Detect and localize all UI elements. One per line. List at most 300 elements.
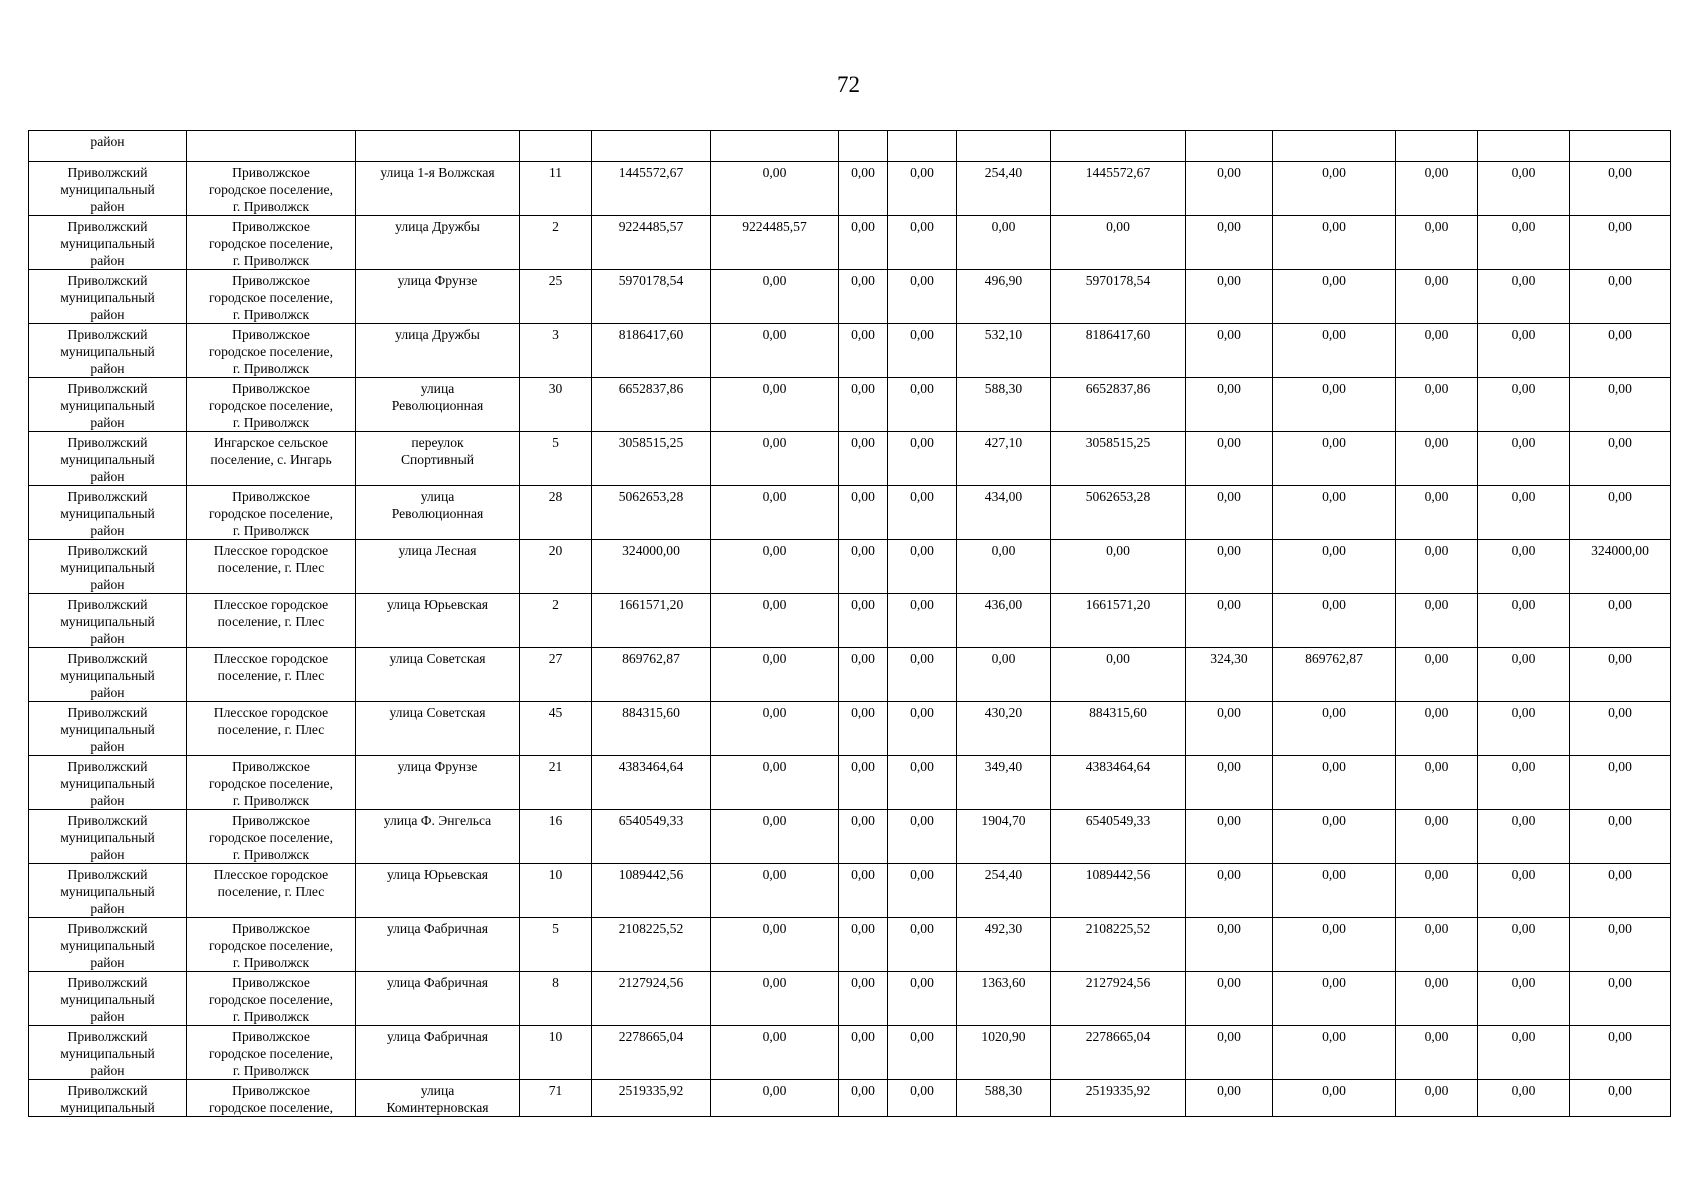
table-cell: 5062653,28 — [592, 486, 711, 540]
table-cell: 254,40 — [957, 864, 1051, 918]
table-cell: 0,00 — [1396, 864, 1478, 918]
table-cell: 0,00 — [1186, 162, 1273, 216]
table-cell: 2 — [520, 216, 592, 270]
table-cell: Приволжский муниципальный район — [29, 594, 187, 648]
table-cell: 0,00 — [1478, 918, 1570, 972]
table-cell: 0,00 — [1478, 864, 1570, 918]
table-cell: 324000,00 — [1570, 540, 1671, 594]
table-row — [29, 270, 1671, 324]
table-cell: улица Фабричная — [356, 972, 520, 1026]
table-row — [29, 1080, 1671, 1117]
table-cell: Приволжский муниципальный район — [29, 972, 187, 1026]
table-cell: 0,00 — [1478, 1080, 1570, 1117]
table-cell: 0,00 — [888, 1080, 957, 1117]
table-cell: 0,00 — [1273, 594, 1396, 648]
table-cell: 0,00 — [711, 1080, 839, 1117]
table-row — [29, 756, 1671, 810]
table-row — [29, 540, 1671, 594]
table-cell: 0,00 — [1396, 162, 1478, 216]
table-cell — [187, 131, 356, 162]
table-row — [29, 131, 1671, 162]
table-cell: улица Дружбы — [356, 216, 520, 270]
table-cell: 0,00 — [1273, 432, 1396, 486]
table-cell: 532,10 — [957, 324, 1051, 378]
table-row — [29, 864, 1671, 918]
table-cell: Ингарское сельское поселение, с. Ингарь — [187, 432, 356, 486]
table-cell: 0,00 — [711, 324, 839, 378]
table-cell: Приволжский муниципальный район — [29, 216, 187, 270]
table-cell: 0,00 — [1186, 918, 1273, 972]
table-cell: 3 — [520, 324, 592, 378]
table-cell: 0,00 — [1396, 972, 1478, 1026]
table-cell: 0,00 — [1478, 648, 1570, 702]
table-cell: 0,00 — [1478, 486, 1570, 540]
table-cell: 2 — [520, 594, 592, 648]
table-cell: 0,00 — [1186, 324, 1273, 378]
table-cell: 0,00 — [1273, 216, 1396, 270]
table-cell: 2108225,52 — [592, 918, 711, 972]
table-cell: 0,00 — [1396, 540, 1478, 594]
table-cell — [356, 131, 520, 162]
table-cell: район — [29, 131, 187, 162]
table-cell: 0,00 — [1478, 378, 1570, 432]
table-cell: 0,00 — [1570, 864, 1671, 918]
table-cell: 5970178,54 — [1051, 270, 1186, 324]
table-cell: 0,00 — [888, 1026, 957, 1080]
table-cell: 1089442,56 — [592, 864, 711, 918]
table-cell: 0,00 — [1478, 162, 1570, 216]
table-cell: 349,40 — [957, 756, 1051, 810]
table-cell: улица 1-я Волжская — [356, 162, 520, 216]
page-number: 72 — [837, 72, 860, 97]
table-cell: 20 — [520, 540, 592, 594]
table-cell: 0,00 — [1570, 432, 1671, 486]
table-cell: 45 — [520, 702, 592, 756]
table-cell: улица Фрунзе — [356, 270, 520, 324]
table-cell: 0,00 — [888, 864, 957, 918]
table-cell: 436,00 — [957, 594, 1051, 648]
table-cell: 0,00 — [1051, 540, 1186, 594]
table-cell: 0,00 — [888, 918, 957, 972]
table-cell: 0,00 — [711, 1026, 839, 1080]
table-cell: Приволжское городское поселение, г. Приволжск — [187, 810, 356, 864]
table-cell: Приволжский муниципальный район — [29, 810, 187, 864]
table-cell: улица Ф. Энгельса — [356, 810, 520, 864]
table-cell: Приволжский муниципальный район — [29, 378, 187, 432]
table-cell: 30 — [520, 378, 592, 432]
table-cell: Приволжский муниципальный район — [29, 270, 187, 324]
table-cell: 0,00 — [1478, 702, 1570, 756]
table-cell: 0,00 — [1396, 918, 1478, 972]
table-cell: 25 — [520, 270, 592, 324]
table-cell: улица Фрунзе — [356, 756, 520, 810]
table-row — [29, 378, 1671, 432]
table-cell: 0,00 — [1396, 1026, 1478, 1080]
table-cell: 0,00 — [839, 162, 888, 216]
table-cell: 1445572,67 — [592, 162, 711, 216]
table-cell: 3058515,25 — [1051, 432, 1186, 486]
table-cell: 0,00 — [888, 162, 957, 216]
table-cell: 884315,60 — [592, 702, 711, 756]
table-cell: 869762,87 — [1273, 648, 1396, 702]
table-cell: 0,00 — [1273, 270, 1396, 324]
table-row — [29, 702, 1671, 756]
table-cell: 0,00 — [888, 432, 957, 486]
table-cell: 0,00 — [839, 918, 888, 972]
table-cell: 0,00 — [839, 432, 888, 486]
table-cell: 0,00 — [1051, 648, 1186, 702]
table-cell — [1396, 131, 1478, 162]
table-cell: 0,00 — [711, 486, 839, 540]
table-cell: 0,00 — [1273, 810, 1396, 864]
table-cell: 10 — [520, 864, 592, 918]
table-cell: 0,00 — [1186, 486, 1273, 540]
table-row — [29, 918, 1671, 972]
table-cell: улица Революционная — [356, 486, 520, 540]
table-cell: 0,00 — [957, 648, 1051, 702]
table-cell: 588,30 — [957, 378, 1051, 432]
table-cell: 0,00 — [1570, 972, 1671, 1026]
table-cell: 1020,90 — [957, 1026, 1051, 1080]
table-cell: 0,00 — [1570, 810, 1671, 864]
table-cell: улица Советская — [356, 648, 520, 702]
table-cell: Приволжское городское поселение, г. Приволжск — [187, 270, 356, 324]
table-cell: 2278665,04 — [1051, 1026, 1186, 1080]
table-cell: 0,00 — [839, 1026, 888, 1080]
table-cell: улица Советская — [356, 702, 520, 756]
table-cell: Приволжский муниципальный район — [29, 486, 187, 540]
table-cell: 0,00 — [1570, 378, 1671, 432]
table-cell: Приволжский муниципальный — [29, 1080, 187, 1117]
table-cell: 0,00 — [839, 864, 888, 918]
table-cell: 6652837,86 — [1051, 378, 1186, 432]
table-cell: 0,00 — [1478, 216, 1570, 270]
table-cell: 0,00 — [957, 540, 1051, 594]
table-cell: Плесское городское поселение, г. Плес — [187, 594, 356, 648]
table-row — [29, 432, 1671, 486]
table-cell: 0,00 — [1396, 1080, 1478, 1117]
table-cell: 0,00 — [1273, 324, 1396, 378]
table-cell: 0,00 — [1570, 648, 1671, 702]
table-cell: 0,00 — [888, 810, 957, 864]
table-cell: 0,00 — [711, 270, 839, 324]
table-cell: улица Фабричная — [356, 1026, 520, 1080]
table-cell: 0,00 — [1273, 756, 1396, 810]
table-cell: 0,00 — [1570, 216, 1671, 270]
table-cell: 0,00 — [711, 918, 839, 972]
table-cell: 0,00 — [1570, 162, 1671, 216]
table-cell: 0,00 — [1273, 486, 1396, 540]
table-cell: 324000,00 — [592, 540, 711, 594]
table-cell — [592, 131, 711, 162]
table-cell: 0,00 — [888, 540, 957, 594]
table-cell: 0,00 — [888, 972, 957, 1026]
table-cell: 2519335,92 — [592, 1080, 711, 1117]
table-cell: 0,00 — [839, 1080, 888, 1117]
table-cell: 0,00 — [1570, 486, 1671, 540]
table-cell: Приволжское городское поселение, г. Приволжск — [187, 918, 356, 972]
table-cell: 0,00 — [1478, 810, 1570, 864]
table-row — [29, 486, 1671, 540]
table-cell: 6652837,86 — [592, 378, 711, 432]
table-cell: 0,00 — [711, 594, 839, 648]
table-row — [29, 1026, 1671, 1080]
table-cell: 0,00 — [839, 216, 888, 270]
table-cell: 0,00 — [839, 702, 888, 756]
table-cell: улица Юрьевская — [356, 594, 520, 648]
table-cell: 8186417,60 — [592, 324, 711, 378]
table-cell: 0,00 — [1396, 324, 1478, 378]
data-table — [28, 130, 1671, 1117]
table-cell: Приволжский муниципальный район — [29, 864, 187, 918]
table-cell: 2127924,56 — [1051, 972, 1186, 1026]
table-cell: 0,00 — [1273, 1080, 1396, 1117]
table-cell: 0,00 — [1570, 594, 1671, 648]
table-cell: 0,00 — [1478, 540, 1570, 594]
table-cell: 434,00 — [957, 486, 1051, 540]
table-cell: 5970178,54 — [592, 270, 711, 324]
table-cell: 8 — [520, 972, 592, 1026]
table-cell: 0,00 — [839, 324, 888, 378]
table-cell: 0,00 — [1396, 270, 1478, 324]
table-cell: 9224485,57 — [711, 216, 839, 270]
table-cell: 0,00 — [839, 486, 888, 540]
table-cell: 0,00 — [711, 702, 839, 756]
table-cell: 21 — [520, 756, 592, 810]
table-cell: 254,40 — [957, 162, 1051, 216]
table-cell — [957, 131, 1051, 162]
table-cell: 0,00 — [1273, 918, 1396, 972]
table-cell: 492,30 — [957, 918, 1051, 972]
table-cell: 0,00 — [711, 648, 839, 702]
table-cell: 8186417,60 — [1051, 324, 1186, 378]
table-cell: 0,00 — [711, 162, 839, 216]
table-cell: 9224485,57 — [592, 216, 711, 270]
table-cell: 0,00 — [839, 810, 888, 864]
table-cell: 5 — [520, 918, 592, 972]
table-cell: 1363,60 — [957, 972, 1051, 1026]
table-cell: 324,30 — [1186, 648, 1273, 702]
table-cell: 0,00 — [888, 756, 957, 810]
table-cell: 0,00 — [1478, 756, 1570, 810]
table-cell: Приволжское городское поселение, г. Приволжск — [187, 972, 356, 1026]
table-cell: улица Дружбы — [356, 324, 520, 378]
table-cell: 0,00 — [1396, 756, 1478, 810]
table-cell: Приволжский муниципальный район — [29, 324, 187, 378]
table-row — [29, 594, 1671, 648]
table-cell: 0,00 — [1570, 756, 1671, 810]
table-cell: 0,00 — [1570, 270, 1671, 324]
table-cell: 0,00 — [888, 702, 957, 756]
table-cell: улица Лесная — [356, 540, 520, 594]
table-cell: Приволжское городское поселение, г. Приволжск — [187, 162, 356, 216]
table-cell: 3058515,25 — [592, 432, 711, 486]
table-cell: 2127924,56 — [592, 972, 711, 1026]
table-row — [29, 972, 1671, 1026]
table-cell: 0,00 — [839, 270, 888, 324]
table-cell: 0,00 — [957, 216, 1051, 270]
table-cell: 0,00 — [839, 972, 888, 1026]
table-cell: 0,00 — [1186, 540, 1273, 594]
table-cell: 71 — [520, 1080, 592, 1117]
table-cell: 0,00 — [1186, 810, 1273, 864]
table-cell: 0,00 — [1186, 432, 1273, 486]
table-cell — [1478, 131, 1570, 162]
table-cell: 2108225,52 — [1051, 918, 1186, 972]
table-cell: 0,00 — [839, 378, 888, 432]
table-cell: 0,00 — [1186, 270, 1273, 324]
table-cell: 427,10 — [957, 432, 1051, 486]
table-cell: 0,00 — [711, 540, 839, 594]
table-cell: 0,00 — [839, 648, 888, 702]
table-cell: 496,90 — [957, 270, 1051, 324]
table-cell: 0,00 — [1273, 162, 1396, 216]
table-cell: 0,00 — [1186, 702, 1273, 756]
table-cell: 0,00 — [1186, 756, 1273, 810]
table-cell — [839, 131, 888, 162]
table-cell: 0,00 — [1186, 1026, 1273, 1080]
table-cell — [1273, 131, 1396, 162]
table-cell: улица Коминтерновская — [356, 1080, 520, 1117]
table-cell: 0,00 — [1478, 1026, 1570, 1080]
table-cell: 0,00 — [888, 648, 957, 702]
table-cell: 0,00 — [1273, 540, 1396, 594]
table-cell: переулок Спортивный — [356, 432, 520, 486]
table-cell: 1445572,67 — [1051, 162, 1186, 216]
table-cell: 6540549,33 — [1051, 810, 1186, 864]
table-cell: 0,00 — [1273, 864, 1396, 918]
table-cell: 28 — [520, 486, 592, 540]
table-cell: 4383464,64 — [1051, 756, 1186, 810]
table-cell: 2278665,04 — [592, 1026, 711, 1080]
table-row — [29, 162, 1671, 216]
table-cell: 10 — [520, 1026, 592, 1080]
table-cell: Приволжское городское поселение, г. Приволжск — [187, 1026, 356, 1080]
table-cell: 0,00 — [1396, 216, 1478, 270]
table-cell: улица Юрьевская — [356, 864, 520, 918]
table-cell: Приволжский муниципальный район — [29, 648, 187, 702]
table-cell: 0,00 — [1273, 702, 1396, 756]
table-cell: 0,00 — [711, 432, 839, 486]
table-cell: 0,00 — [888, 270, 957, 324]
table-cell: 0,00 — [888, 486, 957, 540]
table-cell: 16 — [520, 810, 592, 864]
table-cell: 6540549,33 — [592, 810, 711, 864]
table-cell: 0,00 — [1273, 1026, 1396, 1080]
table-cell: Приволжское городское поселение, г. Приволжск — [187, 324, 356, 378]
table-cell: улица Революционная — [356, 378, 520, 432]
table-cell: Приволжский муниципальный район — [29, 1026, 187, 1080]
table-cell: 5 — [520, 432, 592, 486]
table-cell: 0,00 — [1570, 702, 1671, 756]
table-row — [29, 810, 1671, 864]
table-cell: 0,00 — [839, 594, 888, 648]
table-cell: 0,00 — [1273, 972, 1396, 1026]
table-cell: 27 — [520, 648, 592, 702]
table-cell: 0,00 — [1478, 324, 1570, 378]
table-cell: 0,00 — [1570, 324, 1671, 378]
table-cell: 869762,87 — [592, 648, 711, 702]
table-cell: Приволжское городское поселение, — [187, 1080, 356, 1117]
table-cell: 0,00 — [711, 972, 839, 1026]
table-cell: 0,00 — [1396, 432, 1478, 486]
table-cell: 0,00 — [1186, 1080, 1273, 1117]
table-cell: Плесское городское поселение, г. Плес — [187, 648, 356, 702]
table-cell: 0,00 — [839, 540, 888, 594]
table-cell — [1186, 131, 1273, 162]
table-cell: 0,00 — [1570, 1080, 1671, 1117]
table-cell: Приволжское городское поселение, г. Приволжск — [187, 486, 356, 540]
table-cell: 0,00 — [1570, 918, 1671, 972]
table-cell: 4383464,64 — [592, 756, 711, 810]
table-cell: 0,00 — [1186, 972, 1273, 1026]
table-row — [29, 324, 1671, 378]
table-cell — [1570, 131, 1671, 162]
table-cell — [888, 131, 957, 162]
table-cell: 0,00 — [1186, 216, 1273, 270]
table-cell: улица Фабричная — [356, 918, 520, 972]
table-cell: 0,00 — [1396, 594, 1478, 648]
table-cell — [520, 131, 592, 162]
table-cell: 0,00 — [888, 324, 957, 378]
table-cell: Плесское городское поселение, г. Плес — [187, 864, 356, 918]
table-row — [29, 216, 1671, 270]
table-cell: 2519335,92 — [1051, 1080, 1186, 1117]
table-cell: Приволжский муниципальный район — [29, 540, 187, 594]
table-cell: 430,20 — [957, 702, 1051, 756]
table-cell: 0,00 — [1396, 378, 1478, 432]
table-cell: 1661571,20 — [592, 594, 711, 648]
table-cell: 884315,60 — [1051, 702, 1186, 756]
table-cell: 0,00 — [1478, 972, 1570, 1026]
table-cell: 0,00 — [1186, 594, 1273, 648]
table-cell: 0,00 — [1396, 486, 1478, 540]
table-cell — [711, 131, 839, 162]
table-cell: Приволжский муниципальный район — [29, 432, 187, 486]
table-cell: 0,00 — [711, 810, 839, 864]
table-body — [29, 131, 1671, 1117]
table-cell: Приволжский муниципальный район — [29, 162, 187, 216]
table-cell: 0,00 — [1396, 702, 1478, 756]
table-cell: 0,00 — [1570, 1026, 1671, 1080]
table-cell: 588,30 — [957, 1080, 1051, 1117]
table-cell — [1051, 131, 1186, 162]
table-cell: 0,00 — [1273, 378, 1396, 432]
table-cell: Плесское городское поселение, г. Плес — [187, 540, 356, 594]
table-cell: 0,00 — [1396, 648, 1478, 702]
table-cell: 0,00 — [711, 756, 839, 810]
table-cell: Приволжский муниципальный район — [29, 918, 187, 972]
table-cell: 5062653,28 — [1051, 486, 1186, 540]
table-cell: Приволжский муниципальный район — [29, 702, 187, 756]
table-cell: 0,00 — [711, 378, 839, 432]
table-cell: 1089442,56 — [1051, 864, 1186, 918]
table-cell: 0,00 — [1396, 810, 1478, 864]
table-cell: 11 — [520, 162, 592, 216]
table-cell: Приволжское городское поселение, г. Приволжск — [187, 756, 356, 810]
table-cell: 0,00 — [1051, 216, 1186, 270]
table-cell: 0,00 — [888, 216, 957, 270]
table-cell: 0,00 — [1478, 270, 1570, 324]
table-cell: 0,00 — [888, 594, 957, 648]
table-cell: 0,00 — [1186, 864, 1273, 918]
table-cell: Приволжский муниципальный район — [29, 756, 187, 810]
table-cell: 0,00 — [1478, 432, 1570, 486]
table-cell: 0,00 — [888, 378, 957, 432]
table-cell: 1661571,20 — [1051, 594, 1186, 648]
table-cell: Приволжское городское поселение, г. Приволжск — [187, 378, 356, 432]
table-cell: 0,00 — [1186, 378, 1273, 432]
